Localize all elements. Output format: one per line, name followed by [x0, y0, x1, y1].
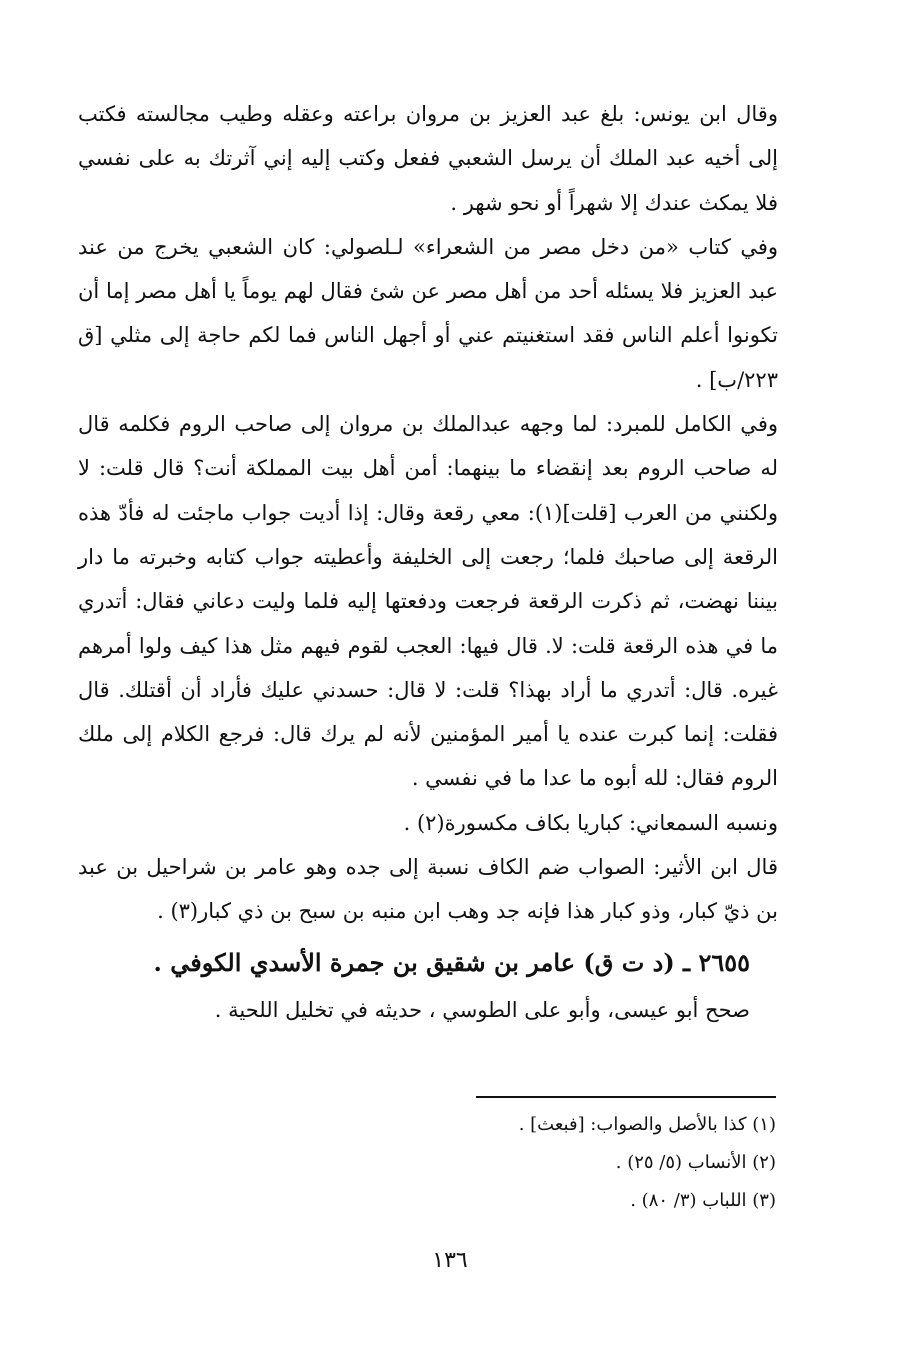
paragraph-sholi: وفي كتاب «من دخل مصر من الشعراء» لـلصولي: كان الشعبي يخرج من عند عبد العزيز فلا يسئله أحد من أهل مصر عن شئ فقال لهم يوماً يا أهل مصر إما أن تكونوا أعلم الناس فقد استغنيتم عني أو أجهل الناس فما لكم حاجة إلى مثلي [ق ٢٢٣/ب] .: [78, 234, 778, 392]
footnote-divider: [476, 1096, 776, 1098]
footnote-1: (١) كذا بالأصل والصواب: [فبعث] .: [518, 1114, 776, 1135]
paragraph-kamil-mubarrad: وفي الكامل للمبرد: لما وجهه عبدالملك بن مروان إلى صاحب الروم فكلمه قال له صاحب الروم بعد إنقضاء ما بينهما: أمن أهل بيت المملكة أنت؟ قال قلت: لا ولكنني من العرب [قلت](١): معي رقعة وقال: إذا أديت جواب ماجئت له فأدّ هذه الرقعة إلى صاحبك فلما؛ رجعت إلى الخليفة وأعطيته جواب كتابه وخبرته ما دار بيننا نهضت، ثم ذكرت الرقعة فرجعت ودفعتها إليه فلما وليت دعاني فقال: أتدري ما في هذه الرقعة قلت: لا. قال فيها: العجب لقوم فيهم مثل هذا كيف ولوا أمرهم غيره. قال: أتدري ما أراد بهذا؟ قلت: لا قال: حسدني عليك فأراد أن أقتلك. قال فقلت: إنما كبرت عنده يا أمير المؤمنين لأنه لم يرك قال: فرجع الكلام إلى ملك الروم فقال: لله أبوه ما عدا ما في نفسي .: [78, 412, 778, 791]
footnotes: [78, 1106, 776, 1220]
footnote-3: (٣) اللباب (٣/ ٨٠) .: [630, 1190, 776, 1211]
entry-text: صحح أبو عيسى، وأبو على الطوسي ، حديثه في تخليل اللحية .: [214, 997, 750, 1022]
main-text: [78, 92, 778, 1032]
footnote-2: (٢) الأنساب (٥/ ٢٥) .: [615, 1152, 776, 1173]
page-number: ١٣٦: [432, 1248, 468, 1273]
paragraph-ibn-yunus: وقال ابن يونس: بلغ عبد العزيز بن مروان براعته وعقله وطيب مجالسته فكتب إلى أخيه عبد الملك أن يرسل الشعبي ففعل وكتب إليه إني آثرتك به على نفسي فلا يمكث عندك إلا شهراً أو نحو شهر .: [78, 102, 778, 215]
paragraph-ibn-athir: قال ابن الأثير: الصواب ضم الكاف نسبة إلى جده وهو عامر بن شراحيل بن عبد بن ذيّ كبار، وذو كبار هذا فإنه جد وهب ابن منبه بن سبح بن ذي كبار(٣) .: [78, 855, 778, 924]
entry-heading: ٢٦٥٥ ـ (د ت ق) عامر بن شقيق بن جمرة الأسدي الكوفي .: [153, 947, 750, 977]
paragraph-samani: ونسبه السمعاني: كباريا بكاف مكسورة(٢) .: [403, 810, 778, 835]
